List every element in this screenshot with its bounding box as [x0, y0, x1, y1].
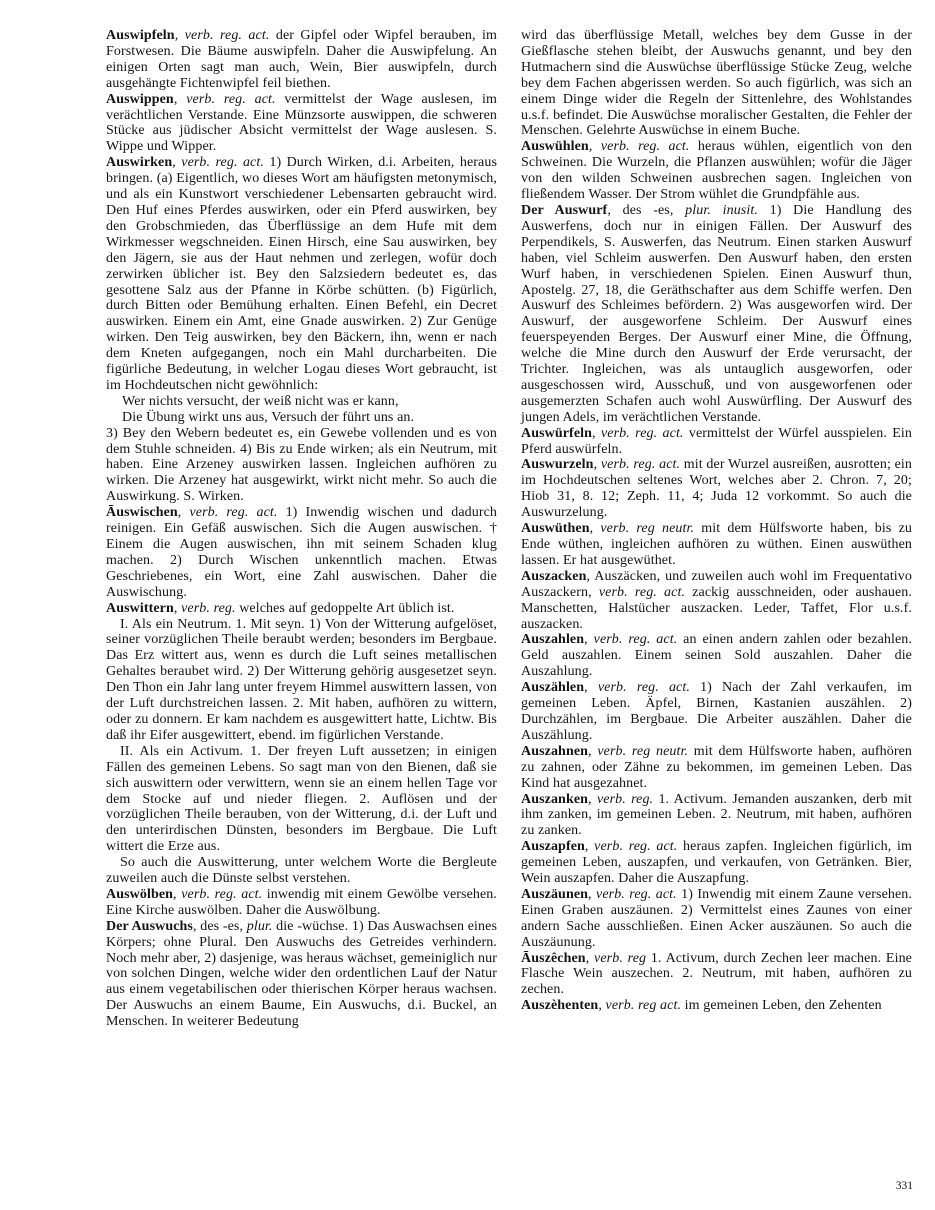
entry-paragraph: [521, 521, 912, 569]
entry-headword: Auszahlen: [521, 632, 585, 648]
grammar-label: verb. reg.: [596, 791, 654, 807]
entry-text: ,: [584, 680, 598, 696]
entry-auswoelben: [106, 887, 497, 919]
grammar-label: verb. reg. act.: [600, 457, 681, 473]
entry-auswirken: [106, 155, 497, 505]
entry-paragraph: [521, 744, 912, 792]
entry-text: ,: [592, 425, 601, 441]
entry-paragraph: [521, 569, 912, 633]
entry-auswurzeln: [521, 457, 912, 521]
entry-headword: Auswipfeln: [106, 28, 175, 43]
entry-auszehenten: [521, 998, 912, 1014]
grammar-label: verb. reg.: [181, 600, 236, 616]
entry-paragraph: [521, 426, 912, 458]
entry-text: ,: [584, 839, 595, 855]
entry-headword: Auswippen: [106, 91, 174, 107]
entry-text: heraus wühlen, eigentlich von den Schweinen. Die Wurzeln, die Pflanzen auswühlen; wofür die Jäger von den wilden Schweinen ausbrechen sagen. Ingleichen von fließendem Wasser. Der Strom wühlet die Grundpfähle aus.: [521, 139, 912, 203]
entry-auswipfeln: [106, 28, 497, 92]
entry-text: Wer nichts versucht, der weiß nicht was er kann,: [122, 393, 399, 409]
entry-der-auswurf: [521, 203, 912, 426]
entry-text: an einen andern zahlen oder bezahlen. Geld auszahlen. Einem seinen Sold auszahlen. Daher die Auszahlung.: [521, 632, 913, 680]
entry-text: ,: [584, 632, 594, 648]
entry-der-auswuchs: [106, 919, 497, 1030]
grammar-label: verb. reg. act.: [600, 139, 690, 155]
entry-auswuethen: [521, 521, 912, 569]
grammar-label: verb. reg neutr.: [597, 743, 689, 759]
entry-headword: Auswurzeln: [521, 457, 594, 473]
entry-auszahnen: [521, 744, 912, 792]
entry-text: I. Als ein Neutrum. 1. Mit seyn. 1) Von der Witterung aufgelöset, seiner vorzüglichen Theile beraubt werden; besonders im Bergbaue. Das Erz wittert aus, wenn es durch die Luft seines metallischen Gehaltes beraubet wird. 2) Der Witterung gehörig ausgesetzet seyn. Den Thon ein Jahr lang unter freyem Himmel auswittern lassen, von der Luft durchstreichen lassen. 2. Mit haben, aufhören zu wittern, oder zu donnern. Er kam nachdem es ausgewittert hatte, Lichtw. Bis daß ihr Eifer ausgewittert, ebend. im figürlichen Verstande.: [106, 616, 497, 743]
grammar-label: verb. reg act.: [605, 998, 682, 1014]
entry-text: im gemeinen Leben, den Zehenten: [681, 998, 882, 1014]
entry-auszechen: [521, 951, 912, 999]
entry-text: 1. Activum. Jemanden auszanken, derb mit ihm zanken, im gemeinen Leben. 2. Neutrum, mit haben, aufhören zu zanken.: [521, 791, 912, 839]
grammar-label: verb. reg neutr.: [600, 521, 695, 537]
column-left: [106, 28, 497, 1030]
entry-paragraph: [521, 457, 912, 521]
entry-headword: Auswirken: [106, 155, 173, 171]
entry-text: So auch die Auswitterung, unter welchem Worte die Bergleute zuweilen auch die Dünste selbst verstehen.: [106, 855, 497, 887]
entry-text: mit dem Hülfsworte haben, bis zu Ende wüthen, ingleichen aufhören zu wüthen. Einen auswüthen lassen. Er hat ausgewüthet.: [521, 521, 913, 568]
grammar-label: verb. reg. act.: [594, 839, 678, 855]
entry-headword: Auswölben: [106, 886, 174, 902]
entry-headword: Auswittern: [106, 600, 174, 616]
entry-text: ,: [588, 791, 597, 807]
entry-paragraph: [106, 744, 497, 855]
entry-text: ,: [174, 28, 185, 43]
entry-headword: Auszählen: [521, 680, 585, 696]
entry-text: ,: [173, 91, 187, 107]
entry-text: die -wüchse. 1) Das Auswachsen eines Körpers; ohne Plural. Den Auswuchs des Getreides verhindern. Noch mehr aber, 2) dasjenige, was heraus wächset, gemeiniglich nur von solchen Dingen, welche wider den ordentlichen Lauf der Natur aus einem vegetabilischen oder thierischen Körper heraus wachsen. Der Auswuchs an einem Baume, Ein Auswuchs, d.i. Buckel, an Menschen. In weiterer Bedeutung: [106, 918, 498, 1030]
entry-paragraph: [521, 139, 912, 203]
entry-text: ,: [173, 886, 182, 902]
entry-text: 1) Inwendig wischen und dadurch reinigen. Ein Gefäß auswischen. Sich die Augen auswischen. † Einem die Augen auswischen, ihn mit seinem Schaden klug machen. 2) Durch Wischen unkenntlich machen. Etwas Geschriebenes, ein Wort, eine Zahl auswischen. Daher die Auswischung.: [106, 505, 498, 600]
entry-auszahlen: [521, 632, 912, 680]
grammar-label: plur. inusit.: [685, 202, 758, 218]
grammar-label: verb. reg. act.: [184, 28, 270, 43]
grammar-label: verb. reg. act.: [186, 91, 276, 107]
entry-headword: Der Auswuchs: [106, 918, 193, 934]
grammar-label: verb. reg. act.: [181, 155, 264, 171]
entry-paragraph: [521, 951, 912, 999]
entry-paragraph: [106, 887, 497, 919]
entry-headword: Auswürfeln: [521, 425, 593, 441]
entry-paragraph: [521, 632, 912, 680]
entry-paragraph: [106, 394, 497, 410]
entry-text: , Auszäcken, und zuweilen auch wohl im Frequentativo Auszackern,: [521, 568, 912, 600]
entry-text: ,: [593, 457, 601, 473]
entry-text: der Gipfel oder Wipfel berauben, im Forstwesen. Die Bäume auswipfeln. Daher die Auswipfelung. An einigen Orten sagt man auch, Wein, Bier auswipfeln, durch ausgehängte Fichtenwipfel feil biethen.: [106, 28, 498, 91]
entry-paragraph: [521, 998, 912, 1014]
entry-text: 1) Nach der Zahl verkaufen, im gemeinen Leben. Äpfel, Birnen, Kastanien auszählen. 2) Durchzählen, im Bergbaue. Die Arbeiter auszählen. Daher die Auszählung.: [521, 680, 913, 743]
grammar-label: verb. reg: [594, 950, 647, 966]
entry-text: Die Übung wirkt uns aus, Versuch der führt uns an.: [122, 409, 415, 425]
entry-text: 1) Durch Wirken, d.i. Arbeiten, heraus bringen. (a) Eigentlich, wo dieses Wort am häufigsten metonymisch, und als ein Kunstwort verschiedener Lebensarten gebraucht wird. Den Huf eines Pferdes auswirken, oder ein Pferd auswirken, bey den Grobschmieden, das Überflüssige an dem Hufe mit dem Wirkmesser wegschneiden. Einen Hirsch, eine Sau auswirken, bey den Jägern, sie aus der Haut nehmen und zerlegen, wofür doch zerwirken üblicher ist. Bey den Salzsiedern bedeutet es, das gesottene Salz aus der Pfanne in Körbe schütten. (b) Figürlich, durch Bitten oder Bemühung erhalten. Einen Befehl, ein Decret auswirken. Einem ein Amt, eine Gnade auswirken. 2) Zur Genüge wirken. Den Teig auswirken, bey den Bäckern, ihn, wenn er nach dem Kneten aufgegangen, noch ein Mahl durcharbeiten. Die figürliche Bedeutung, in welcher Logau dieses Wort gebraucht, ist im Hochdeutschen nicht gewöhnlich:: [106, 155, 498, 393]
grammar-label: verb. reg. act.: [181, 886, 263, 902]
entry-text: ,: [585, 950, 595, 966]
entry-text: ,: [588, 886, 597, 902]
grammar-label: verb. reg. act.: [596, 886, 677, 902]
entry-text: ,: [172, 155, 182, 171]
entry-paragraph: [521, 887, 912, 951]
entry-headword: Auszanken: [521, 791, 589, 807]
columns: [106, 28, 912, 1030]
entry-headword: Auszahnen: [521, 743, 589, 759]
entry-text: heraus zapfen. Ingleichen figürlich, im gemeinen Leben, auszapfen, und verkaufen, von Getränken. Bier, Wein auszapfen. Daher die Auszapfung.: [521, 839, 913, 887]
entry-auswittern: [106, 601, 497, 887]
entry-auswischen: [106, 505, 497, 600]
entry-text: welches auf gedoppelte Art üblich ist.: [235, 600, 455, 616]
entry-paragraph: [521, 792, 912, 840]
entry-text: 1. Activum, durch Zechen leer machen. Eine Flasche Wein auszechen. 2. Neutrum, mit haben, aufhören zu zechen.: [521, 950, 912, 998]
entry-paragraph: [521, 680, 912, 744]
grammar-label: verb. reg. act.: [600, 425, 684, 441]
entry-auszacken: [521, 569, 912, 633]
entry-text: zackig ausschneiden, oder aushauen. Manschetten, Halstücher auszacken. Leder, Taffet, Flor u.s.f. auszacken.: [521, 584, 912, 632]
entry-text: 1) Inwendig mit einem Zaune versehen. Einen Graben auszäunen. 2) Vermittelst eines Zaunes von einer andern Sache ausschließen. Einen Acker auszäunen. So auch die Auszäunung.: [521, 886, 913, 950]
entry-paragraph: [106, 155, 497, 394]
entry-headword: Auswüthen: [521, 521, 590, 537]
entry-auswippen: [106, 92, 497, 156]
entry-text: ,: [173, 600, 182, 616]
entry-headword: Auszacken: [521, 568, 587, 584]
grammar-label: verb. reg. act.: [593, 632, 678, 648]
entry-text: ,: [589, 521, 601, 537]
entry-text: , des -es,: [607, 202, 686, 218]
entry-headword: Auszäunen: [521, 886, 589, 902]
entry-text: inwendig mit einem Gewölbe versehen. Eine Kirche auswölben. Daher die Auswölbung.: [106, 886, 498, 918]
entry-paragraph: [521, 203, 912, 426]
entry-headword: Auswühlen: [521, 139, 589, 155]
grammar-label: verb. reg. act.: [597, 680, 690, 696]
entry-text: ,: [177, 505, 190, 521]
entry-paragraph: [106, 601, 497, 617]
entry-text: II. Als ein Activum. 1. Der freyen Luft aussetzen; in einigen Fällen des gemeinen Lebens. So sagt man von den Bienen, daß sie sich auswittern oder verwittern, wenn sie an einem hellen Tage vor dem Stocke auf und nieder fliegen. 2. Auflösen und der vorzüglichen Theile berauben, von der Witterung, d.i. der Luft und den unterirdischen Dünsten, besonders im Bergbaue. Die Luft wittert die Erze aus.: [106, 743, 497, 855]
entry-headword: Auszèhenten: [521, 998, 599, 1014]
grammar-label: verb. reg. act.: [598, 584, 686, 600]
entry-headword: Der Auswurf: [521, 202, 608, 218]
entry-paragraph: [521, 839, 912, 887]
entry-text: 1) Die Handlung des Auswerfens, doch nur in einigen Fällen. Der Auswurf des Perpendikels, S. Auswerfen, das Neutrum. Einen starken Auswurf haben, viel Schleim auswerfen. Den Auswurf haben, den ersten Wurf haben, in verschiedenen Spielen. Einen Auswurf thun, Apostelg. 27, 18, die Geräthschafter aus dem Schiffe werfen. Den Auswurf des Schleimes befördern. 2) Was ausgeworfen wird. Der Auswurf, der ausgeworfene Schleim. Der Auswurf eines feuerspeyenden Berges. Der Auswurf einer Mine, die Öffnung, welche die Mine durch den Auswurf der Erde verursacht, der Trichter. Ingleichen, was als untauglich ausgeworfen, oder ausgeschossen wird, Ausschuß, und von ausgeworfenen oder ausgemerzten Schafen auch wohl Auswürfling. Der Auswurf des jungen Adels, im verächtlichen Verstande.: [521, 202, 912, 425]
entry-paragraph: [106, 855, 497, 887]
entry-auszapfen: [521, 839, 912, 887]
entry-headword: Auszapfen: [521, 839, 585, 855]
column-right: [521, 28, 912, 1030]
entry-text: vermittelst der Wage auslesen, im verächtlichen Verstande. Eine Münzsorte auswippen, die schweren Stücke aus jüdischer Absicht vermittelst der Wage auslesen. S. Wippe und Wipper.: [106, 91, 498, 155]
entry-text: vermittelst der Würfel ausspielen. Ein Pferd auswürfeln.: [521, 425, 912, 457]
entry-paragraph: [106, 617, 497, 744]
entry-auszanken: [521, 792, 912, 840]
entry-auszaeunen: [521, 887, 912, 951]
entry-paragraph: [106, 505, 497, 600]
entry-paragraph: [106, 410, 497, 426]
grammar-label: verb. reg. act.: [189, 505, 278, 521]
entry-der-auswuchs-continuation: [521, 28, 912, 139]
grammar-label: plur.: [246, 918, 273, 934]
entry-auswuerfeln: [521, 426, 912, 458]
entry-paragraph: [521, 28, 912, 139]
entry-text: , des -es,: [192, 918, 247, 934]
entry-paragraph: [106, 919, 497, 1030]
entry-headword: Āuswischen: [106, 505, 178, 521]
entry-auswuehlen: [521, 139, 912, 203]
entry-paragraph: [106, 28, 497, 92]
page-number: 331: [895, 1180, 913, 1192]
entry-paragraph: [106, 426, 497, 506]
entry-text: 3) Bey den Webern bedeutet es, ein Gewebe vollenden und es von dem Stuhle schneiden. 4) Bis zu Ende wirken; als ein Neutrum, mit haben. Eine Arzeney auswirken lassen. Ingleichen aufhören zu wirken. Die Arzeney hat ausgewirkt, wirkt nicht mehr. So auch die Auswirkung. S. Wirken.: [106, 425, 497, 505]
entry-paragraph: [106, 92, 497, 156]
entry-text: ,: [598, 998, 606, 1014]
entry-text: ,: [588, 139, 601, 155]
entry-headword: Āuszêchen: [521, 950, 586, 966]
entry-text: wird das überflüssige Metall, welches bey dem Gusse in der Gießflasche stehen bleibt, der Auswuchs genannt, und bey den Hutmachern sind die Auswüchse überflüssige Stücke Zeug, welche bey dem Fachen abgerissen werden. So auch figürlich, was sich an einem Dinge wider die Regeln der Sittenlehre, des Wohlstandes u.s.f. befindet. Die Auswüchse moralischer Gestalten, die Fehler der Menschen. Gelehrte Auswüchse in einem Buche.: [521, 28, 912, 139]
entry-text: mit der Wurzel ausreißen, ausrotten; ein im Hochdeutschen seltenes Wort, welches aber 2. Chron. 7, 20; Hiob 31, 8. 12; Zeph. 11, 4; Juda 12 vorkommt. So auch die Auswurzelung.: [521, 457, 913, 521]
entry-text: mit dem Hülfsworte haben, aufhören zu zahnen, oder Zähne zu bekommen, im gemeinen Leben. Das Kind hat ausgezahnet.: [521, 743, 912, 791]
entry-auszaehlen: [521, 680, 912, 744]
entry-text: ,: [588, 743, 598, 759]
